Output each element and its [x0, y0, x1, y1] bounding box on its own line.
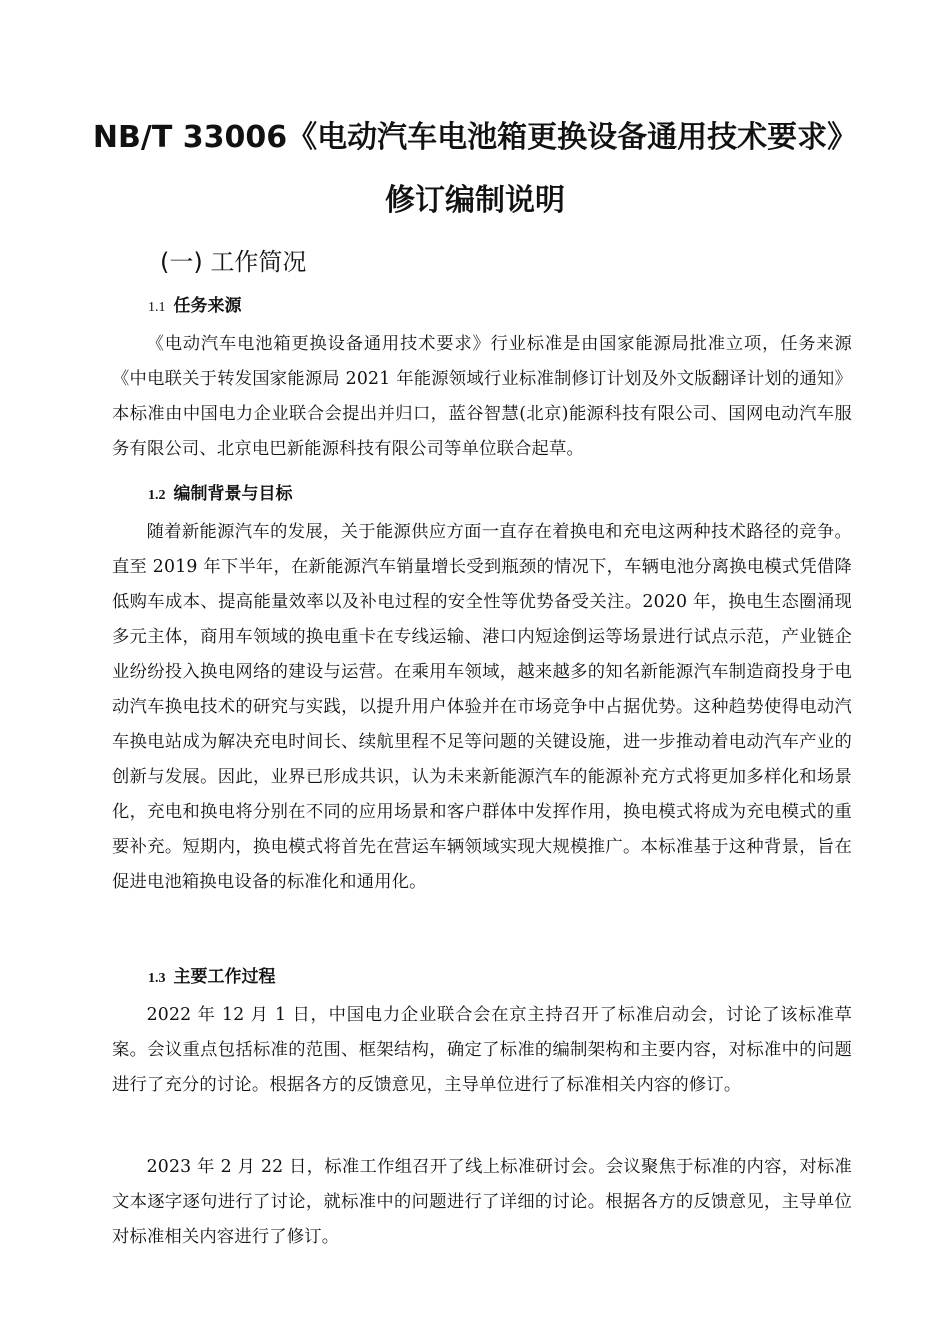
document-title: NB/T 33006《电动汽车电池箱更换设备通用技术要求》	[92, 120, 858, 155]
paragraph-task-source: 《电动汽车电池箱更换设备通用技术要求》行业标准是由国家能源局批准立项，任务来源《中电联关于转发国家能源局 2021 年能源领域行业标准制修订计划及外文版翻译计划的通知》本标准由中国电力企业联合会提出并归口，蓝谷智慧(北京)能源科技有限公司、国网电动汽车服务有限公司、北京电巴新能源科技有限公司等单位联合起草。	[112, 334, 852, 459]
subsection-label: 编制背景与目标	[173, 484, 293, 504]
subsection-number: 1.1	[148, 300, 166, 315]
subsection-number: 1.3	[148, 971, 166, 986]
subsection-heading-background	[148, 480, 293, 510]
subsection-label: 主要工作过程	[173, 967, 276, 987]
paragraph-background: 随着新能源汽车的发展，关于能源供应方面一直存在着换电和充电这两种技术路径的竞争。直至 2019 年下半年，在新能源汽车销量增长受到瓶颈的情况下，车辆电池分离换电模式凭借降低购车成本、提高能量效率以及补电过程的安全性等优势备受关注。2020 年，换电生态圈涌现多元主体，商用车领域的换电重卡在专线运输、港口内短途倒运等场景进行试点示范，产业链企业纷纷投入换电网络的建设与运营。在乘用车领域，越来越多的知名新能源汽车制造商投身于电动汽车换电技术的研究与实践，以提升用户体验并在市场竞争中占据优势。这种趋势使得电动汽车换电站成为解决充电时间长、续航里程不足等问题的关键设施，进一步推动着电动汽车产业的创新与发展。因此，业界已形成共识，认为未来新能源汽车的能源补充方式将更加多样化和场景化，充电和换电将分别在不同的应用场景和客户群体中发挥作用，换电模式将成为充电模式的重要补充。短期内，换电模式将首先在营运车辆领域实现大规模推广。本标准基于这种背景，旨在促进电池箱换电设备的标准化和通用化。	[112, 522, 852, 892]
subsection-label: 任务来源	[173, 296, 242, 316]
subsection-number: 1.2	[148, 488, 166, 503]
paragraph-online-seminar: 2023 年 2 月 22 日，标准工作组召开了线上标准研讨会。会议聚焦于标准的内容，对标准文本逐字逐句进行了讨论，就标准中的问题进行了详细的讨论。根据各方的反馈意见，主导单位对标准相关内容进行了修订。	[112, 1157, 852, 1247]
section-heading-work-overview: (一) 工作简况	[160, 248, 307, 276]
subsection-heading-task-source	[148, 292, 242, 322]
subsection-heading-work-process	[148, 963, 276, 993]
paragraph-kickoff-meeting: 2022 年 12 月 1 日，中国电力企业联合会在京主持召开了标准启动会，讨论了该标准草案。会议重点包括标准的范围、框架结构，确定了标准的编制架构和主要内容，对标准中的问题进行了充分的讨论。根据各方的反馈意见，主导单位进行了标准相关内容的修订。	[112, 1005, 852, 1095]
document-subtitle: 修订编制说明	[385, 183, 565, 218]
